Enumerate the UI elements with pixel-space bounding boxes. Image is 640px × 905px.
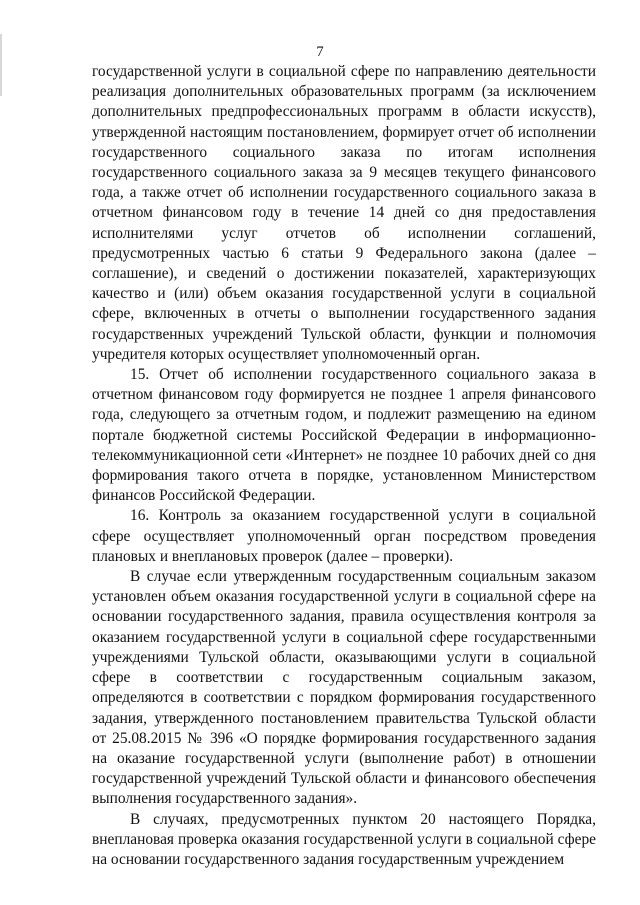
paragraph-16-unscheduled: В случаях, предусмотренных пунктом 20 настоящего Порядка, внеплановая проверка оказания государственной услуги в социальной сфере на основании государственного задания государственным учреждением: [92, 810, 596, 868]
paragraph-15: 15. Отчет об исполнении государственного социального заказа в отчетном финансовом году формируется не позднее 1 апреля финансового года, следующего за отчетным годом, и подлежит размещению на едином портале бюджетной системы Российской Федерации в информационно-телекоммуникационной сети «Интернет» не позднее 10 рабочих дней со дня формирования такого отчета в порядке, установленном Министерством финансов Российской Федерации.: [92, 366, 596, 505]
page-number: 7: [316, 44, 324, 60]
paragraph-16-case: В случае если утвержденным государственным социальным заказом установлен объем оказания государственной услуги в социальной сфере на основании государственного задания, правила осуществления контроля за оказанием государственной услуги в социальной сфере государственными учреждениями Тульской области, оказывающими услуги в социальной сфере в соответствии с государственным социальным заказом, определяются в соответствии с порядком формирования государственного задания, утвержденного постановлением правительства Тульской области от 25.08.2015 № 396 «О порядке формирования государственного задания на оказание государственной услуги (выполнение работ) в отношении государственной учреждений Тульской области и финансового обеспечения выполнения государственного задания».: [92, 568, 596, 808]
paragraph-continuation: государственной услуги в социальной сфере по направлению деятельности реализация дополнительных образовательных программ (за исключением дополнительных предпрофессиональных программ в области искусств), утвержденной настоящим постановлением, формирует отчет об исполнении государственного социального заказа по итогам исполнения государственного социального заказа за 9 месяцев текущего финансового года, а также отчет об исполнении государственного социального заказа в отчетном финансовом году в течение 14 дней со дня предоставления исполнителями услуг отчетов об исполнении соглашений, предусмотренных частью 6 статьи 9 Федерального закона (далее – соглашение), и сведений о достижении показателей, характеризующих качество и (или) объем оказания государственной услуги в социальной сфере, включенных в отчеты о выполнении государственного задания государственных учреждений Тульской области, функции и полномочия учредителя которых осуществляет уполномоченный орган.: [92, 63, 596, 363]
paragraph-16: 16. Контроль за оказанием государственной услуги в социальной сфере осуществляет уполномоченный орган посредством проведения плановых и внеплановых проверок (далее – проверки).: [92, 507, 596, 565]
document-body: [92, 62, 596, 870]
